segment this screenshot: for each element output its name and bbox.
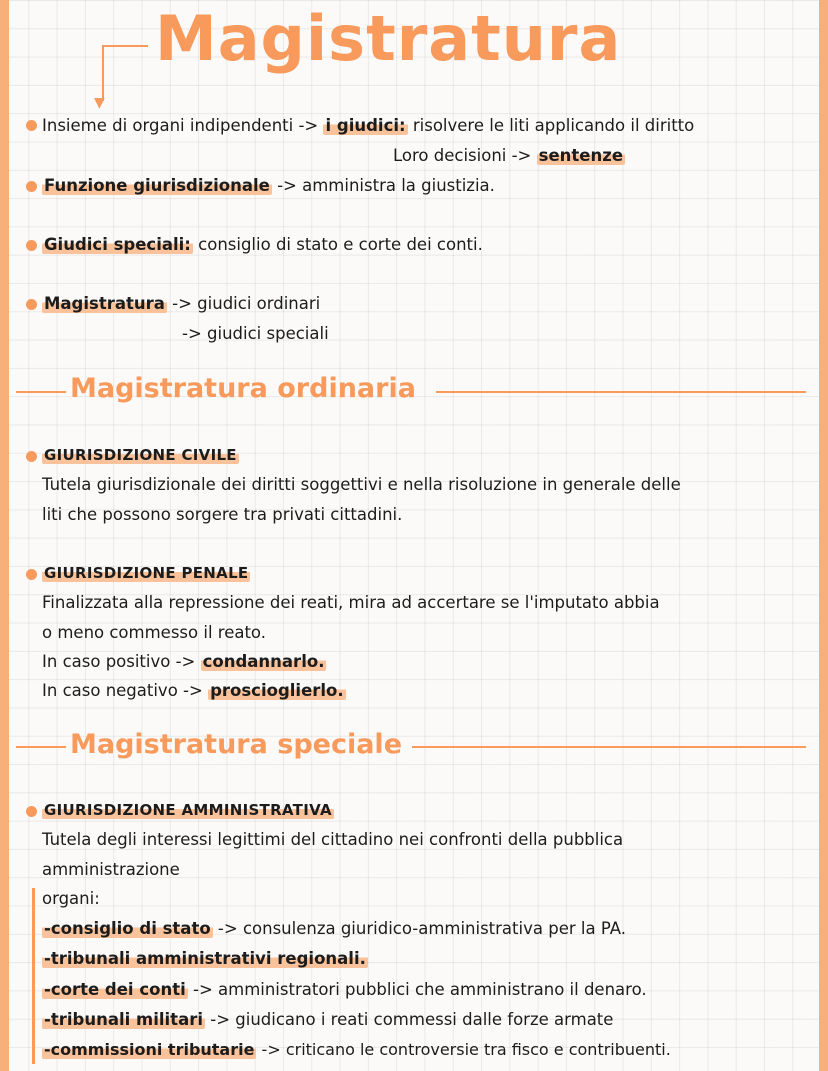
organi-item — [42, 979, 647, 1001]
right-border — [819, 0, 828, 1071]
organi-item-name: -consiglio di stato — [44, 919, 211, 938]
organi-item-name: -tribunali militari — [44, 1010, 203, 1029]
penale-text: In caso positivo -> — [42, 652, 196, 671]
penale-highlight: proscioglierlo. — [210, 681, 344, 700]
penale-line-4 — [42, 680, 346, 702]
intro-highlight: Giudici speciali: — [44, 235, 191, 254]
civile-line-1: Tutela giurisdizionale dei diritti soggettivi e nella risoluzione in generale delle — [42, 475, 681, 494]
intro-line-2 — [393, 145, 625, 167]
penale-title-text: GIURISDIZIONE PENALE — [44, 564, 249, 582]
penale-line-3 — [42, 651, 326, 673]
bullet-icon — [26, 181, 37, 192]
amm-line-1: Tutela degli interessi legittimi del cittadino nei confronti della pubblica — [42, 830, 624, 849]
amm-title-text: GIURISDIZIONE AMMINISTRATIVA — [44, 801, 332, 819]
section-rule-left — [16, 391, 66, 393]
penale-title — [42, 562, 250, 584]
organi-item-name: -tribunali amministrativi regionali. — [44, 949, 366, 968]
left-border — [0, 0, 9, 1071]
organi-item — [42, 948, 368, 970]
intro-highlight: Funzione giurisdizionale — [44, 176, 270, 195]
intro-text: consiglio di stato e corte dei conti. — [198, 235, 483, 254]
intro-line-1 — [42, 115, 694, 137]
page-title: Magistratura — [155, 2, 622, 75]
section-rule-right — [436, 391, 806, 393]
intro-line-5 — [42, 293, 320, 315]
organi-label: organi: — [42, 889, 100, 908]
amm-line-2: amministrazione — [42, 860, 180, 879]
section-rule-right — [412, 746, 806, 748]
bullet-icon — [26, 240, 37, 251]
organi-item-desc: -> consulenza giuridico-amministrativa per la PA. — [217, 919, 626, 938]
organi-item-name: -corte dei conti — [44, 980, 186, 999]
intro-text: Insieme di organi indipendenti -> — [42, 116, 319, 135]
intro-highlight: Magistratura — [44, 294, 165, 313]
civile-title — [42, 444, 239, 466]
organi-item — [42, 1039, 671, 1061]
organi-vertical-bar — [32, 888, 35, 1064]
organi-item-desc: -> giudicano i reati commessi dalle forze armate — [210, 1010, 614, 1029]
intro-highlight: sentenze — [538, 146, 624, 165]
amm-title — [42, 799, 334, 821]
organi-item-desc: -> amministratori pubblici che amministrano il denaro. — [192, 980, 647, 999]
bullet-icon — [26, 120, 37, 131]
organi-item-name: -commissioni tributarie — [44, 1040, 255, 1059]
intro-line-3 — [42, 175, 495, 197]
intro-line-6: -> giudici speciali — [182, 324, 329, 343]
arrow-down-icon: ▼ — [94, 95, 105, 111]
penale-line-2: o meno commesso il reato. — [42, 623, 266, 642]
intro-line-4 — [42, 234, 483, 256]
intro-text: Loro decisioni -> — [393, 146, 532, 165]
civile-title-text: GIURISDIZIONE CIVILE — [44, 446, 237, 464]
penale-text: In caso negativo -> — [42, 681, 203, 700]
penale-line-1: Finalizzata alla repressione dei reati, mira ad accertare se l'imputato abbia — [42, 593, 660, 612]
intro-highlight: i giudici: — [325, 116, 406, 135]
intro-text: risolvere le liti applicando il diritto — [412, 116, 695, 135]
penale-highlight: condannarlo. — [202, 652, 325, 671]
organi-item — [42, 918, 626, 940]
title-arrow-stem — [102, 45, 104, 101]
organi-item — [42, 1009, 613, 1031]
intro-text: -> amministra la giustizia. — [277, 176, 495, 195]
bullet-icon — [26, 451, 37, 462]
section-rule-left — [16, 746, 66, 748]
section-heading-speciale: Magistratura speciale — [70, 729, 403, 760]
intro-text: -> giudici ordinari — [172, 294, 321, 313]
bullet-icon — [26, 569, 37, 580]
civile-line-2: liti che possono sorgere tra privati cittadini. — [42, 505, 403, 524]
organi-item-desc: -> criticano le controversie tra fisco e contribuenti. — [261, 1040, 671, 1059]
title-arrow-line — [102, 45, 148, 47]
bullet-icon — [26, 806, 37, 817]
bullet-icon — [26, 299, 37, 310]
section-heading-ordinaria: Magistratura ordinaria — [70, 373, 416, 404]
